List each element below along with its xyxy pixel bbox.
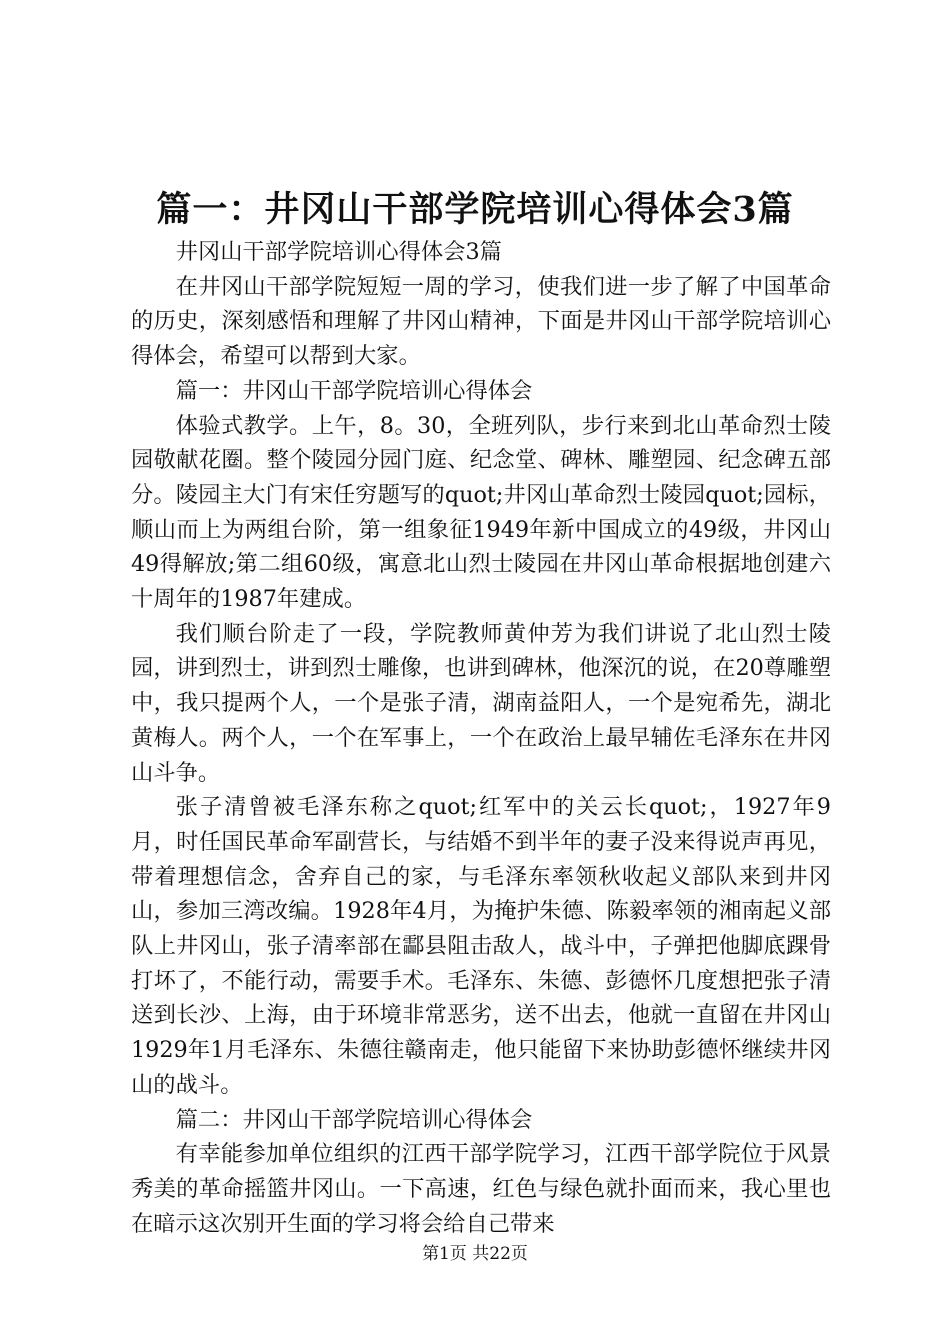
paragraph-intro: 在井冈山干部学院短短一周的学习，使我们进一步了解了中国革命的历史，深刻感悟和理解了井冈山精神，下面是井冈山干部学院培训心得体会，希望可以帮到大家。 [131,273,831,370]
paragraph: 有幸能参加单位组织的江西干部学院学习，江西干部学院位于风景秀美的革命摇篮井冈山。一下高速，红色与绿色就扑面而来，我心里也在暗示这次别开生面的学习将会给自己带来 [131,1141,831,1237]
section-heading-1: 篇一：井冈山干部学院培训心得体会 [175,377,533,404]
document-title: 篇一：井冈山干部学院培训心得体会3篇 [156,189,794,230]
page-number-footer: 第1页 共22页 [422,1244,528,1264]
paragraph: 体验式教学。上午，8。30，全班列队，步行来到北山革命烈士陵园敬献花圈。整个陵园分园门庭、纪念堂、碑林、雕塑园、纪念碑五部分。陵园主大门有宋任穷题写的quot;井冈山革命烈士陵园quot;园标，顺山而上为两组台阶，第一组象征1949年新中国成立的49级，井冈山49得解放;第二组60级，寓意北山烈士陵园在井冈山革命根据地创建六十周年的1987年建成。 [131,412,831,613]
section-heading-2: 篇二：井冈山干部学院培训心得体会 [175,1106,533,1133]
document-body [131,235,831,1241]
paragraph-subtitle: 井冈山干部学院培训心得体会3篇 [175,239,502,265]
paragraph: 我们顺台阶走了一段，学院教师黄仲芳为我们讲说了北山烈士陵园，讲到烈士，讲到烈士雕像，也讲到碑林，他深沉的说，在20尊雕塑中，我只提两个人，一个是张子清，湖南益阳人，一个是宛希先，湖北黄梅人。两个人，一个在军事上，一个在政治上最早辅佐毛泽东在井冈山斗争。 [131,620,831,786]
paragraph: 张子清曾被毛泽东称之quot;红军中的关云长quot;，1927年9月，时任国民革命军副营长，与结婚不到半年的妻子没来得说声再见，带着理想信念，舍弃自己的家，与毛泽东率领秋收起义部队来到井冈山，参加三湾改编。1928年4月，为掩护朱德、陈毅率领的湘南起义部队上井冈山，张子清率部在酃县阻击敌人，战斗中，子弹把他脚底踝骨打坏了，不能行动，需要手术。毛泽东、朱德、彭德怀几度想把张子清送到长沙、上海，由于环境非常恶劣，送不出去，他就一直留在井冈山1929年1月毛泽东、朱德往赣南走，他只能留下来协助彭德怀继续井冈山的战斗。 [131,794,831,1098]
